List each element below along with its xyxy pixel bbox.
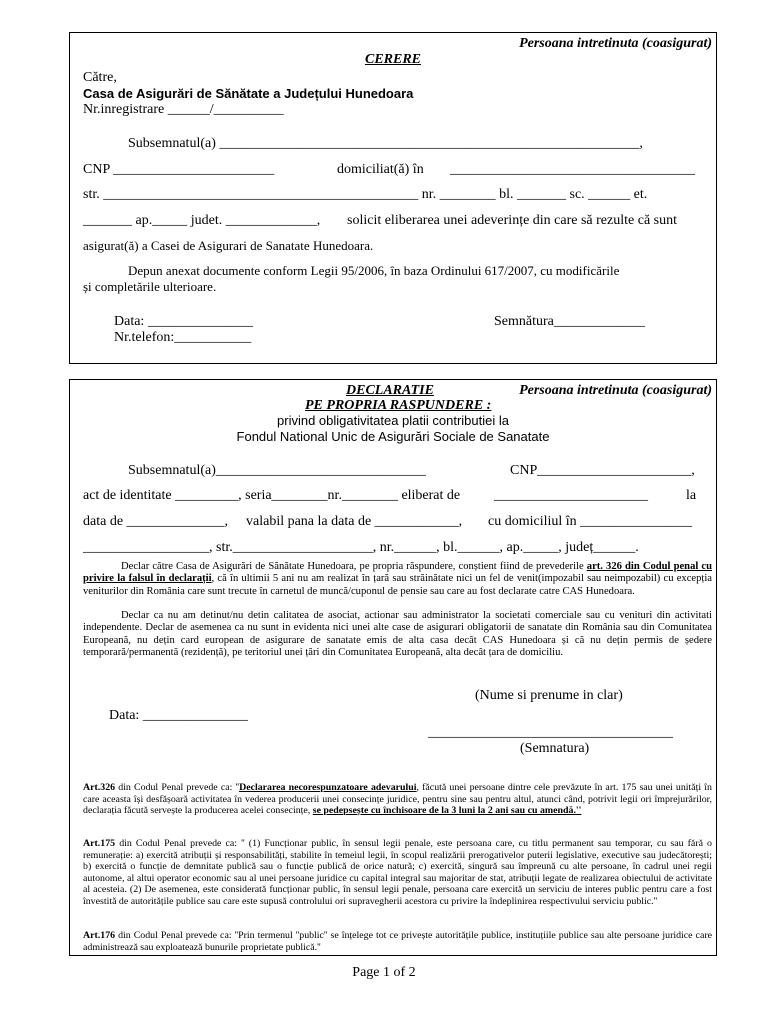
declaratie-signature-label: (Semnatura) xyxy=(520,741,590,756)
cerere-title: CERERE xyxy=(364,52,422,67)
declaratie-category: Persoana intretinuta (coasigurat) xyxy=(519,383,712,398)
declaratie-section xyxy=(69,379,717,956)
cerere-request-text: solicit eliberarea unei adeverințe din care să rezulte că sunt xyxy=(347,213,677,228)
declaratie-date-line: data de ______________, xyxy=(83,514,229,529)
declaratie-sub1: privind obligativitatea platii contributiei la xyxy=(277,413,509,428)
cerere-institution: Casa de Asigurări de Sănătate a Județului Hunedoara xyxy=(83,86,414,101)
cerere-annex-text: Depun anexat documente conform Legii 95/2006, în baza Ordinului 617/2007, cu modificările xyxy=(128,263,620,278)
declaratie-id-line: act de identitate _________, seria________nr.________ eliberat de xyxy=(83,488,461,503)
declaratie-signature-line: ___________________________________ xyxy=(428,725,673,740)
cerere-registration: Nr.inregistrare ______/__________ xyxy=(83,102,284,117)
cerere-annex-text-2: și completările ulterioare. xyxy=(83,279,217,294)
cerere-insured-text: asigurat(ă) a Casei de Asigurari de Sanatate Hunedoara. xyxy=(83,238,374,253)
cerere-address-line-2: _______ ap._____ judet. _____________, xyxy=(83,213,321,228)
cerere-signature: Semnătura_____________ xyxy=(494,314,645,329)
declaratie-cnp-line: CNP______________________, xyxy=(510,463,695,478)
declaratie-p1-end: , că în ultimii 5 ani nu am realizat în țară sau străinătate nici un fel de venit(impozabil sau neimpozabil) cu excepția veniturilor din România care sunt trecute în carnetul de muncă/cuponul de pensie sau care au fost declarate catre CAS Hunedoara. xyxy=(83,573,712,597)
declaratie-address-line: __________________, str.____________________, nr.______, bl.______, ap._____, județ______. xyxy=(83,540,639,555)
cerere-address-line: str. _____________________________________________ nr. ________ bl. _______ sc. ______ et. xyxy=(83,187,648,202)
cerere-domiciliat-blank: ___________________________________ xyxy=(450,162,695,177)
article-326 xyxy=(83,782,712,817)
declaratie-date: Data: _______________ xyxy=(109,708,248,723)
article-326-ref: Art.326 xyxy=(83,782,116,793)
article-175-ref: Art.175 xyxy=(83,838,116,849)
article-176-body: din Codul Penal prevede ca: ''Prin termenul ''public'' se înțelege tot ce privește autoritățile publice, instituțiile publice sau alte persoane juridice care administrează sau exploatează bunurile proprietate publică.'' xyxy=(83,930,712,953)
article-326-intro: din Codul Penal prevede ca: '' xyxy=(115,782,240,793)
cerere-name-line: Subsemnatul(a) ____________________________________________________________, xyxy=(128,136,643,151)
article-326-heading: Declararea necorespunzatoare adevarului xyxy=(239,782,417,793)
declaratie-valid-line: valabil pana la data de ____________, xyxy=(246,514,463,529)
cerere-domiciliat: domiciliat(ă) în xyxy=(337,162,424,177)
declaratie-name-label: (Nume si prenume in clar) xyxy=(475,688,623,703)
article-175-body: din Codul Penal prevede ca: '' (1) Funcționar public, în sensul legii penale, este persoana care, cu titlu permanent sau temporar, cu sau fără o remunerație: a) exercită atribuții și responsabilități, stabilite în temeiul legii, în scopul realizării prerogativelor puterii legislative, executive sau judecătorești; b) exercită o funcție de demnitate publică sau o funcție publică de orice natură; c) exercită, singură sau împreună cu alte persoane, în cadrul unei regii autonome, al altui operator economic sau al unei persoane juridice cu capital integral sau majoritar de stat, atribuții legate de realizarea obiectului de activitate al acesteia. (2) De asemenea, este considerată funcționar public, în sensul legii penale, persoana care exercită un serviciu de interes public pentru care a fost învestită de autoritățile publice sau care este supusă controlului ori supravegherii acestora cu privire la îndeplinirea respectivului serviciu public.'' xyxy=(83,838,712,907)
article-175 xyxy=(83,838,712,907)
cerere-section xyxy=(69,32,717,364)
cerere-to-label: Către, xyxy=(83,70,117,85)
declaratie-title: DECLARATIE xyxy=(346,383,434,398)
page-number: Page 1 of 2 xyxy=(352,965,416,980)
cerere-date: Data: _______________ xyxy=(114,314,253,329)
article-176 xyxy=(83,930,712,953)
declaratie-issuer-la: la xyxy=(686,488,697,503)
declaratie-p1-start: Declar către Casa de Asigurări de Sănătate Hunedoara, pe propria răspundere, conștient fiind de prevederile xyxy=(121,561,587,572)
declaratie-name-line: Subsemnatul(a)______________________________ xyxy=(128,463,426,478)
cerere-cnp: CNP _______________________ xyxy=(83,162,275,177)
declaratie-sub2: Fondul National Unic de Asigurări Sociale de Sanatate xyxy=(236,429,550,444)
declaratie-paragraph-2: Declar ca nu am detinut/nu detin calitatea de asociat, actionar sau administrator la societati comerciale sau cu venituri din activitati independente. Declar de asemenea ca nu sunt in evidenta nici unei alte case de asigurari obligatorii de sanatate din România sau din Comunitatea Europeană, nu dețin card european de asigurare de sanatate emis de alta casa decât CAS Hunedoara și că nu dețin permis de ședere temporară/permanentă (rezidență), pe teritoriul unei țări din Comunitatea Europeană, alta decât țara de domiciliu. xyxy=(83,610,712,658)
declaratie-p1-law-reference: art. 326 din Codul penal cu privire la falsul în declarații xyxy=(83,561,712,585)
article-326-penalty: se pedepsește cu închisoare de la 3 luni la 2 ani sau cu amendă.'' xyxy=(312,805,582,816)
cerere-phone: Nr.telefon:___________ xyxy=(114,330,252,345)
article-176-ref: Art.176 xyxy=(83,930,116,941)
article-326-body: , făcută unei persoane dintre cele prevăzute în art. 175 sau unei unități în care aceasta își desfășoară activitatea în vederea producerii unei consecințe juridice, pentru sine sau pentru altul, atunci când, potrivit legii ori împrejurărilor, declarația făcută servește la producerea acelei consecințe, xyxy=(83,782,712,816)
declaratie-paragraph-1 xyxy=(83,561,712,598)
declaratie-domicile-line: cu domiciliul în ________________ xyxy=(488,514,693,529)
declaratie-subtitle: PE PROPRIA RASPUNDERE : xyxy=(305,398,492,413)
cerere-category: Persoana intretinuta (coasigurat) xyxy=(519,36,712,51)
declaratie-issuer-blank: ______________________ xyxy=(494,488,648,503)
